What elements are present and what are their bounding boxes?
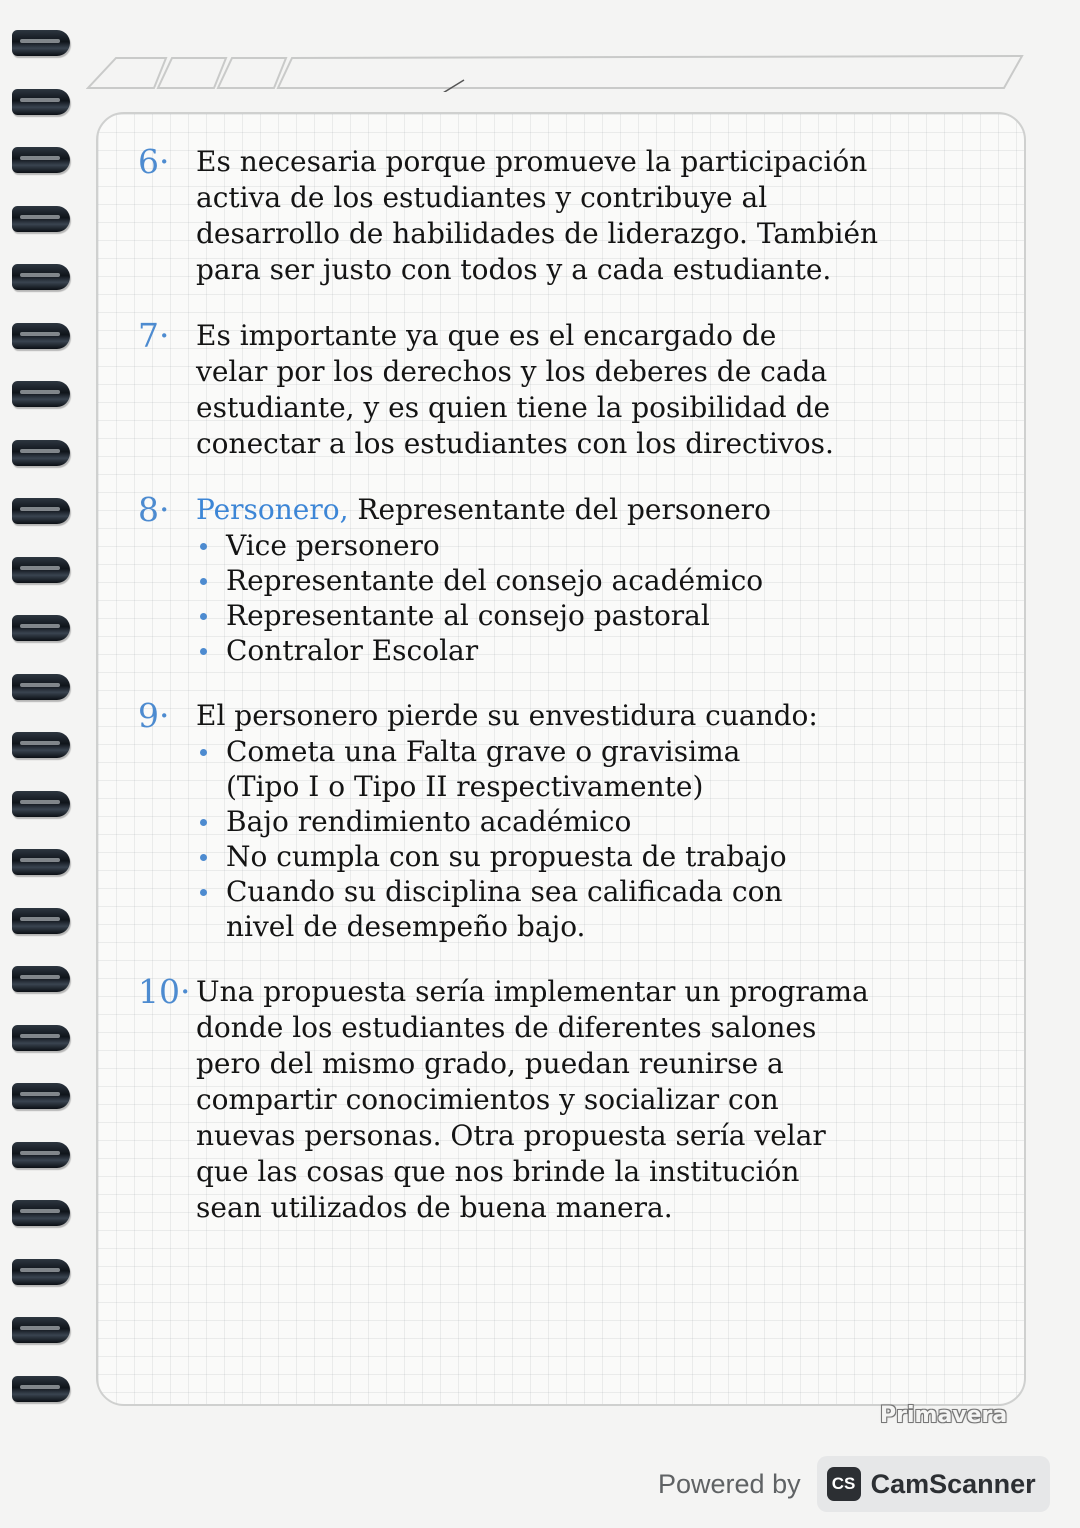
text-line: sean utilizados de buena manera. [196,1191,673,1224]
text-line: que las cosas que nos brinde la institución [196,1155,800,1188]
spiral-ring [12,1142,70,1168]
spiral-ring [12,849,70,875]
notebook-spiral-binding [12,30,82,1450]
spiral-ring [12,674,70,700]
answer-text [196,144,998,288]
list-item: Bajo rendimiento académico [196,804,998,839]
answer-number: 7· [138,316,170,355]
text-line: desarrollo de habilidades de liderazgo. También [196,217,879,250]
text-line: Es importante ya que es el encargado de [196,319,777,352]
list-item: Cuando su disciplina sea calificada con nivel de desempeño bajo. [196,874,998,944]
answers-list [138,144,998,1256]
spiral-ring [12,381,70,407]
list-item: Vice personero [196,528,998,563]
heading-rest: Representante del personero [348,493,771,526]
spiral-ring [12,791,70,817]
text-line [196,492,998,528]
text-line: Una propuesta sería implementar un programa [196,975,869,1008]
answer-text [196,974,998,1226]
spiral-ring [12,908,70,934]
spiral-ring [12,732,70,758]
answer-text [196,492,998,668]
spiral-ring [12,89,70,115]
spiral-ring [12,323,70,349]
answer-number: 8· [138,490,170,529]
spiral-ring [12,440,70,466]
text-line: nuevas personas. Otra propuesta sería velar [196,1119,826,1152]
camscanner-badge[interactable] [817,1456,1050,1512]
conditions-list [196,734,998,944]
answer-10 [138,974,998,1226]
notebook-brand-watermark: Primavera [880,1403,1008,1428]
spiral-ring [12,30,70,56]
list-item: Representante al consejo pastoral [196,598,998,633]
text-line: activa de los estudiantes y contribuye al [196,181,768,214]
roles-list [196,528,998,668]
spiral-ring [12,147,70,173]
spiral-ring [12,1083,70,1109]
text-line: compartir conocimientos y socializar con [196,1083,779,1116]
answer-7 [138,318,998,462]
spiral-ring [12,1376,70,1402]
spiral-ring [12,1025,70,1051]
text-line: Es necesaria porque promueve la participación [196,145,868,178]
answer-8 [138,492,998,668]
spiral-ring [12,498,70,524]
text-line: estudiante, y es quien tiene la posibilidad de [196,391,831,424]
spiral-ring [12,1200,70,1226]
camscanner-name: CamScanner [870,1468,1036,1499]
scanner-footer [658,1456,1050,1512]
spiral-ring [12,1259,70,1285]
list-item: Representante del consejo académico [196,563,998,598]
spiral-ring [12,1317,70,1343]
answer-9 [138,698,998,944]
spiral-ring [12,264,70,290]
answer-number: 9· [138,696,170,735]
text-line: para ser justo con todos y a cada estudiante. [196,253,832,286]
answer-text [196,318,998,462]
list-item: No cumpla con su propuesta de trabajo [196,839,998,874]
answer-6 [138,144,998,288]
text-line: pero del mismo grado, puedan reunirse a [196,1047,784,1080]
camscanner-logo-icon: CS [827,1467,861,1501]
spiral-ring [12,966,70,992]
highlighted-term: Personero, [196,493,349,526]
text-line: donde los estudiantes de diferentes salones [196,1011,817,1044]
spiral-ring [12,206,70,232]
text-line: conectar a los estudiantes con los directivos. [196,427,834,460]
list-item: Cometa una Falta grave o gravisima (Tipo I o Tipo II respectivamente) [196,734,998,804]
text-line: velar por los derechos y los deberes de cada [196,355,828,388]
spiral-ring [12,557,70,583]
spiral-ring [12,615,70,641]
answer-number: 10· [138,972,191,1011]
answer-text [196,698,998,944]
powered-by-label: Powered by [658,1468,801,1499]
list-item: Contralor Escolar [196,633,998,668]
page-header-boxes [86,50,1026,92]
notebook-page [96,112,1026,1406]
text-line: El personero pierde su envestidura cuando: [196,699,818,732]
answer-number: 6· [138,142,170,181]
